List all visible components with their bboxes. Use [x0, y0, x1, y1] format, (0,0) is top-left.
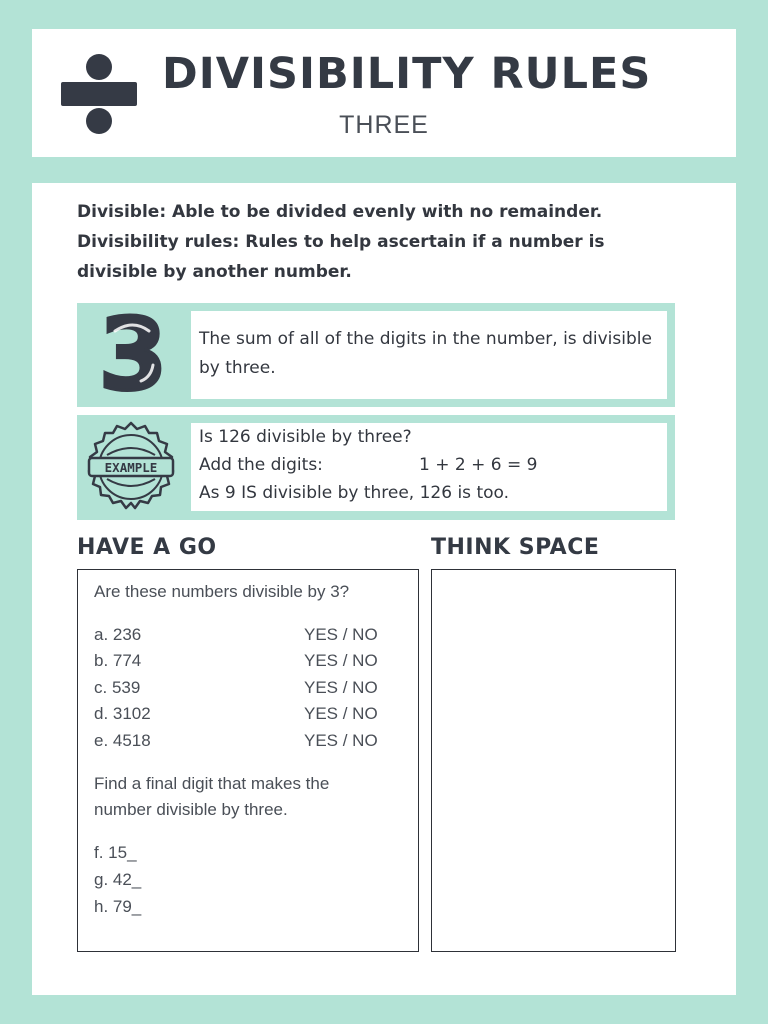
question-label: e. 4518: [94, 731, 151, 750]
question-row: [94, 651, 394, 677]
final-digit-item: g. 42_: [94, 870, 142, 889]
example-lines: [199, 423, 659, 507]
rule-text: The sum of all of the digits in the number, is divisible by three.: [199, 329, 652, 378]
badge-label: EXAMPLE: [104, 460, 158, 475]
final-prompt-line: Find a final digit that makes the: [94, 774, 330, 793]
question-row: [94, 731, 394, 757]
final-prompt-line: number divisible by three.: [94, 800, 288, 819]
question-row: [94, 678, 394, 704]
number-three-graphic: [93, 305, 173, 405]
think-space-heading: THINK SPACE: [431, 535, 600, 560]
yes-no-answer: YES / NO: [304, 651, 378, 670]
example-box: [77, 415, 675, 520]
definitions: [77, 197, 677, 287]
example-add-label: Add the digits:: [199, 455, 323, 475]
have-a-go-heading: HAVE A GO: [77, 535, 217, 560]
example-badge-icon: [85, 421, 177, 513]
definition-line: Divisibility rules: Rules to help ascertain if a number is: [77, 232, 605, 252]
main-panel: [32, 183, 736, 995]
example-question: Is 126 divisible by three?: [199, 427, 412, 447]
definition-line: Divisible: Able to be divided evenly with no remainder.: [77, 202, 603, 222]
think-space-box: [431, 569, 676, 952]
rule-text-box: [191, 311, 667, 399]
yes-no-answer: YES / NO: [304, 704, 378, 723]
yes-no-answer: YES / NO: [304, 731, 378, 750]
definition-line: divisible by another number.: [77, 262, 352, 282]
rule-number: 3: [98, 305, 168, 405]
page-title: DIVISIBILITY RULES: [162, 49, 652, 99]
question-row: [94, 704, 394, 730]
question-label: b. 774: [94, 651, 142, 670]
example-sum: 1 + 2 + 6 = 9: [419, 455, 538, 475]
yes-no-answer: YES / NO: [304, 678, 378, 697]
question-label: a. 236: [94, 625, 142, 644]
have-a-go-box: [77, 569, 419, 952]
rule-box: [77, 303, 675, 407]
example-add-row: [199, 451, 659, 479]
question-label: d. 3102: [94, 704, 151, 723]
header-panel: [32, 29, 736, 157]
question-row: [94, 625, 394, 651]
division-sign-icon: [61, 54, 137, 134]
yes-no-answer: YES / NO: [304, 625, 378, 644]
page-subtitle: THREE: [339, 111, 429, 139]
final-digit-item: h. 79_: [94, 897, 142, 916]
question-label: c. 539: [94, 678, 141, 697]
have-a-go-prompt: Are these numbers divisible by 3?: [94, 582, 350, 601]
example-conclusion: As 9 IS divisible by three, 126 is too.: [199, 483, 510, 503]
final-digit-item: f. 15_: [94, 843, 137, 862]
example-text-box: [191, 423, 667, 511]
